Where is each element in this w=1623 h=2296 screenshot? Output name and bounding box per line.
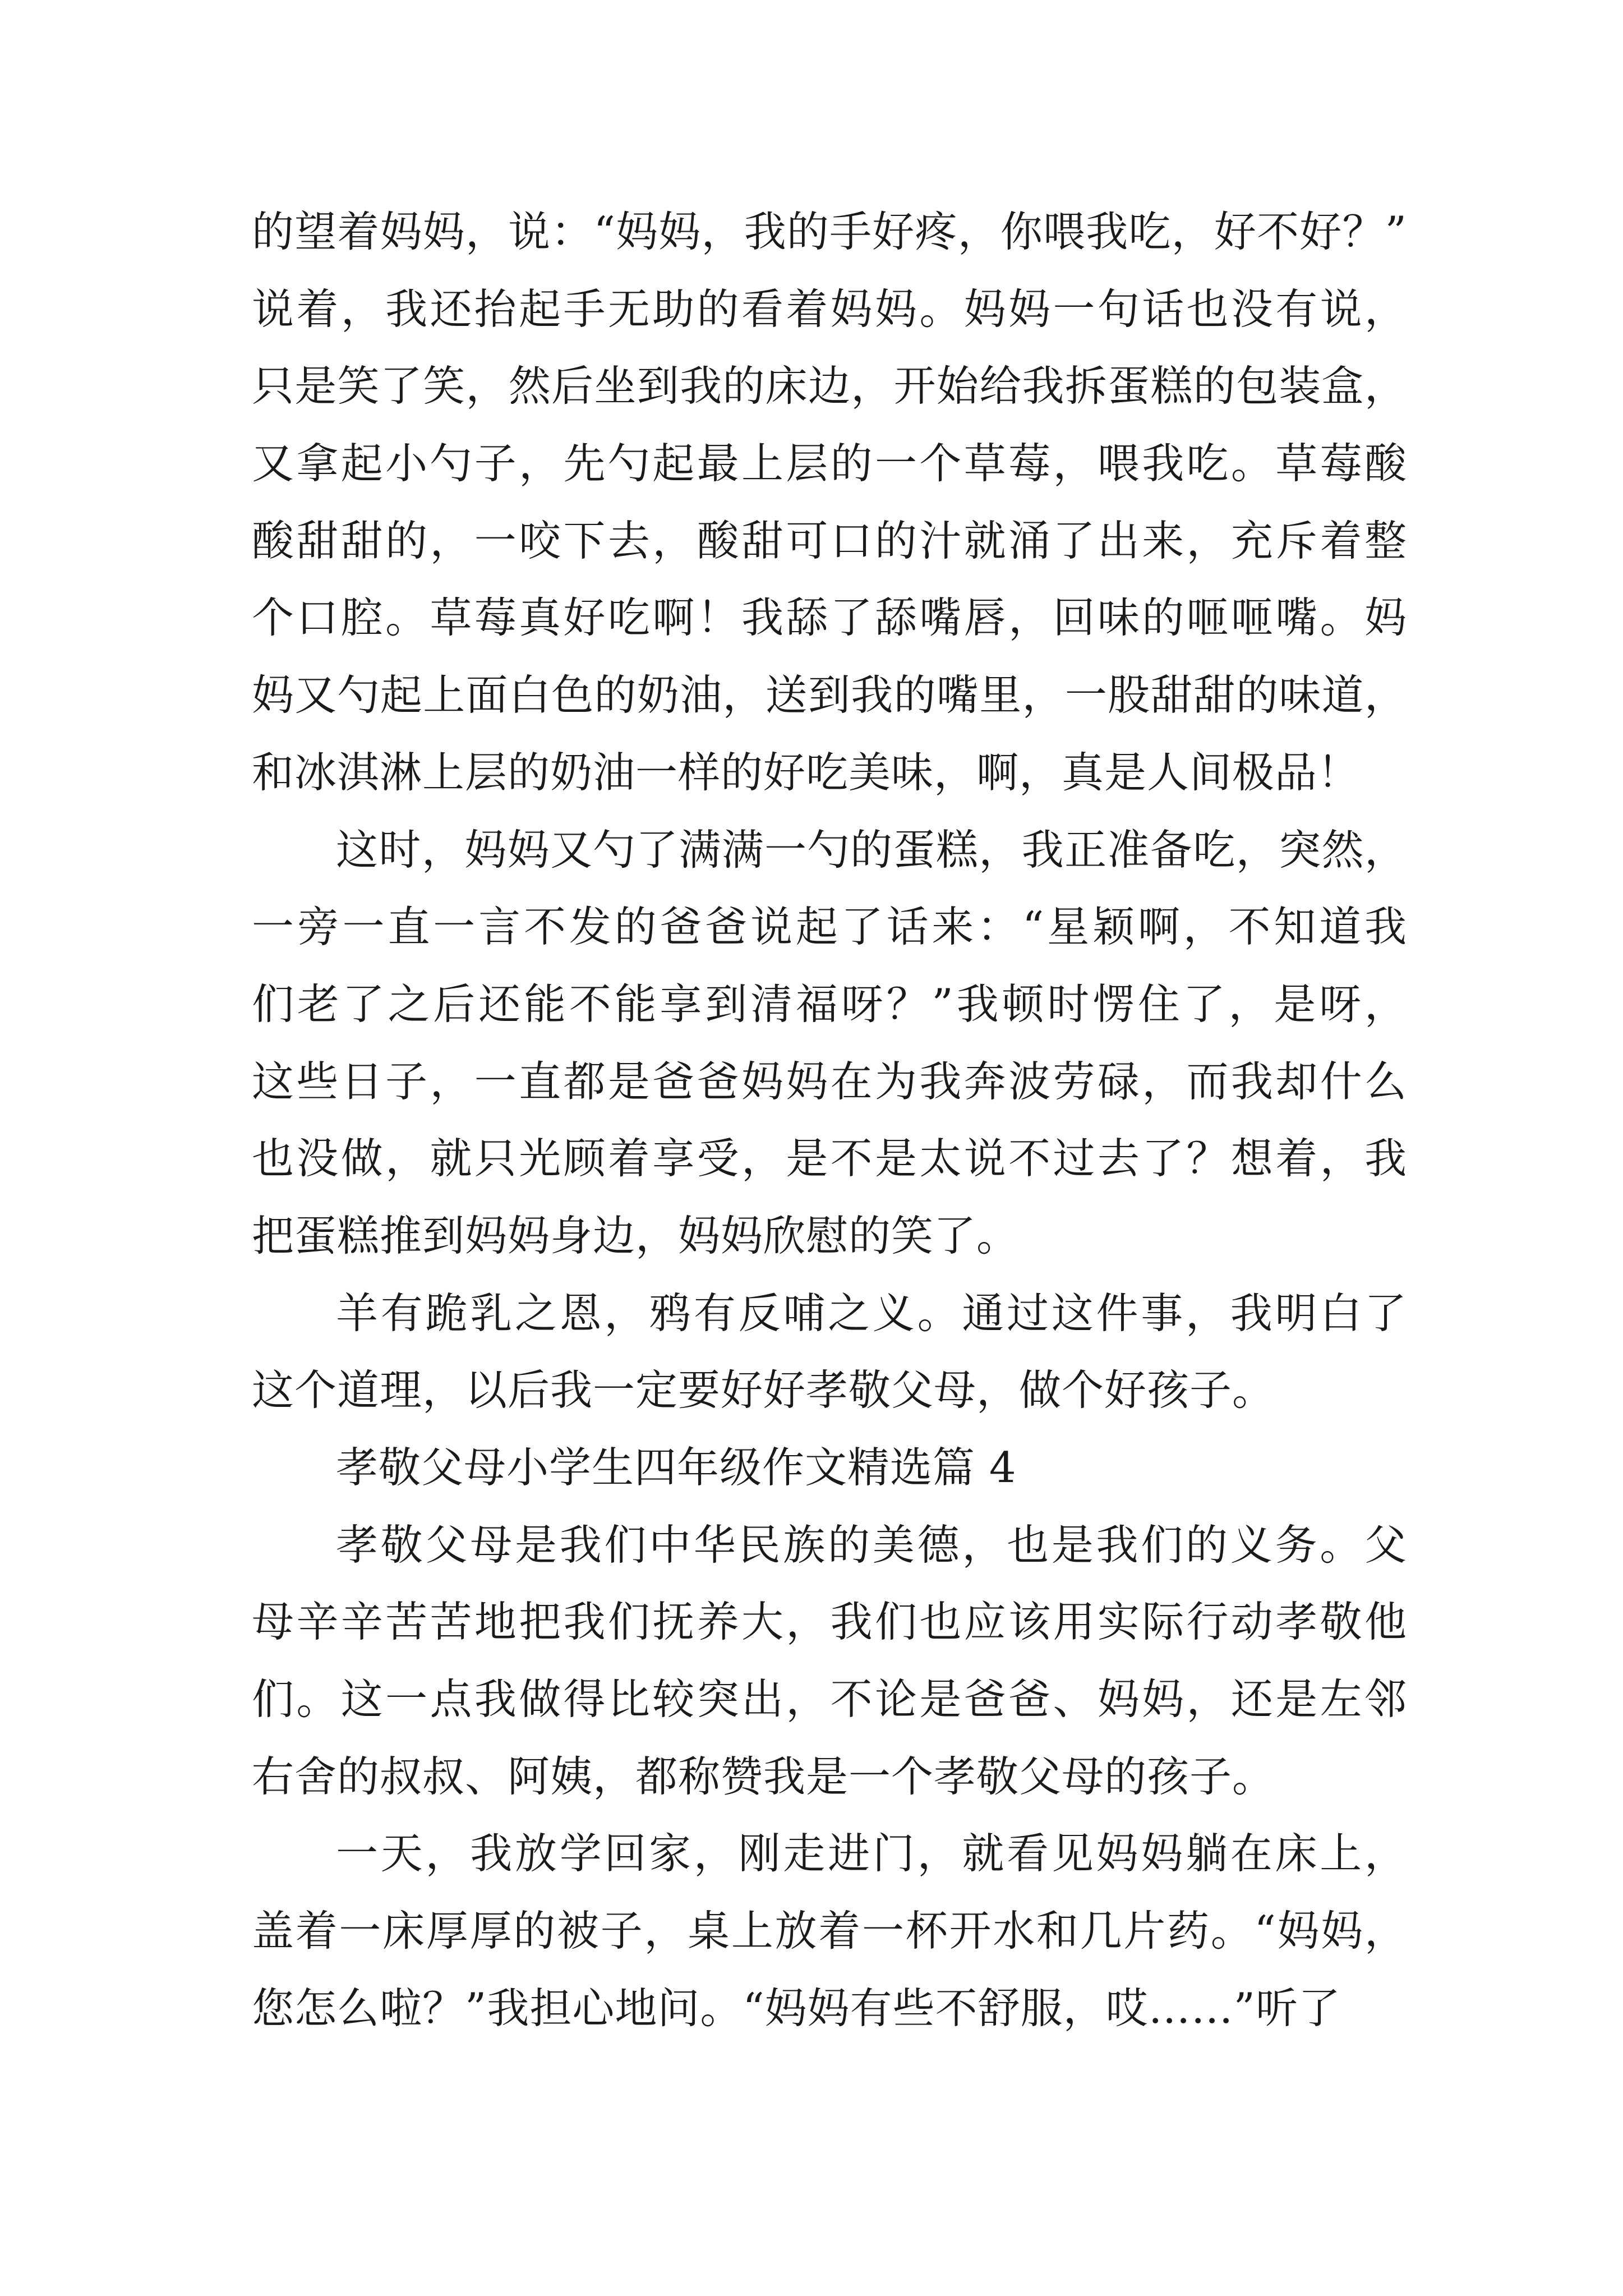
text-line: 也没做，就只光顾着享受，是不是太说不过去了？想着，我 xyxy=(252,1134,1407,1184)
paragraph xyxy=(252,1275,1407,1429)
text-line: 一旁一直一言不发的爸爸说起了话来：“星颖啊，不知道我 xyxy=(252,902,1407,952)
text-line: 又拿起小勺子，先勺起最上层的一个草莓，喂我吃。草莓酸 xyxy=(252,439,1407,489)
section-heading xyxy=(252,1429,1407,1507)
text-line: 酸甜甜的，一咬下去，酸甜可口的汁就涌了出来，充斥着整 xyxy=(252,516,1407,565)
text-line: 说着，我还抬起手无助的看着妈妈。妈妈一句话也没有说， xyxy=(252,284,1407,334)
text-line: 的望着妈妈，说：“妈妈，我的手好疼，你喂我吃，好不好？” xyxy=(252,207,1407,256)
text-line: 孝敬父母是我们中华民族的美德，也是我们的义务。父 xyxy=(336,1520,1407,1570)
text-line: 这时，妈妈又勺了满满一勺的蛋糕，我正准备吃，突然， xyxy=(336,825,1407,875)
text-line: 您怎么啦？”我担心地问。“妈妈有些不舒服，哎……”听了 xyxy=(252,1983,1341,2033)
text-line: 这些日子，一直都是爸爸妈妈在为我奔波劳碌，而我却什么 xyxy=(252,1056,1407,1106)
text-line: 个口腔。草莓真好吃啊！我舔了舔嘴唇，回味的咂咂嘴。妈 xyxy=(252,593,1407,643)
text-line: 把蛋糕推到妈妈身边，妈妈欣慰的笑了。 xyxy=(252,1211,1020,1260)
text-line: 羊有跪乳之恩，鸦有反哺之义。通过这件事，我明白了 xyxy=(336,1288,1407,1338)
text-line: 和冰淇淋上层的奶油一样的好吃美味，啊，真是人间极品！ xyxy=(252,747,1361,797)
heading-text: 孝敬父母小学生四年级作文精选篇 4 xyxy=(336,1443,1017,1492)
text-line: 盖着一床厚厚的被子，桌上放着一杯开水和几片药。“妈妈， xyxy=(252,1906,1407,1956)
paragraph xyxy=(252,812,1407,1275)
text-line: 一天，我放学回家，刚走进门，就看见妈妈躺在床上， xyxy=(336,1829,1407,1879)
paragraph xyxy=(252,194,1407,812)
paragraph xyxy=(252,1815,1407,2047)
text-line: 只是笑了笑，然后坐到我的床边，开始给我拆蛋糕的包装盒， xyxy=(252,361,1407,411)
text-line: 这个道理，以后我一定要好好孝敬父母，做个好孩子。 xyxy=(252,1365,1275,1415)
text-line: 们老了之后还能不能享到清福呀？”我顿时愣住了，是呀， xyxy=(252,979,1407,1029)
text-line: 们。这一点我做得比较突出，不论是爸爸、妈妈，还是左邻 xyxy=(252,1674,1407,1724)
text-line: 妈又勺起上面白色的奶油，送到我的嘴里，一股甜甜的味道， xyxy=(252,670,1407,720)
paragraph xyxy=(252,1507,1407,1816)
document-body xyxy=(252,194,1407,2047)
text-line: 右舍的叔叔、阿姨，都称赞我是一个孝敬父母的孩子。 xyxy=(252,1751,1275,1801)
text-line: 母辛辛苦苦地把我们抚养大，我们也应该用实际行动孝敬他 xyxy=(252,1597,1407,1647)
